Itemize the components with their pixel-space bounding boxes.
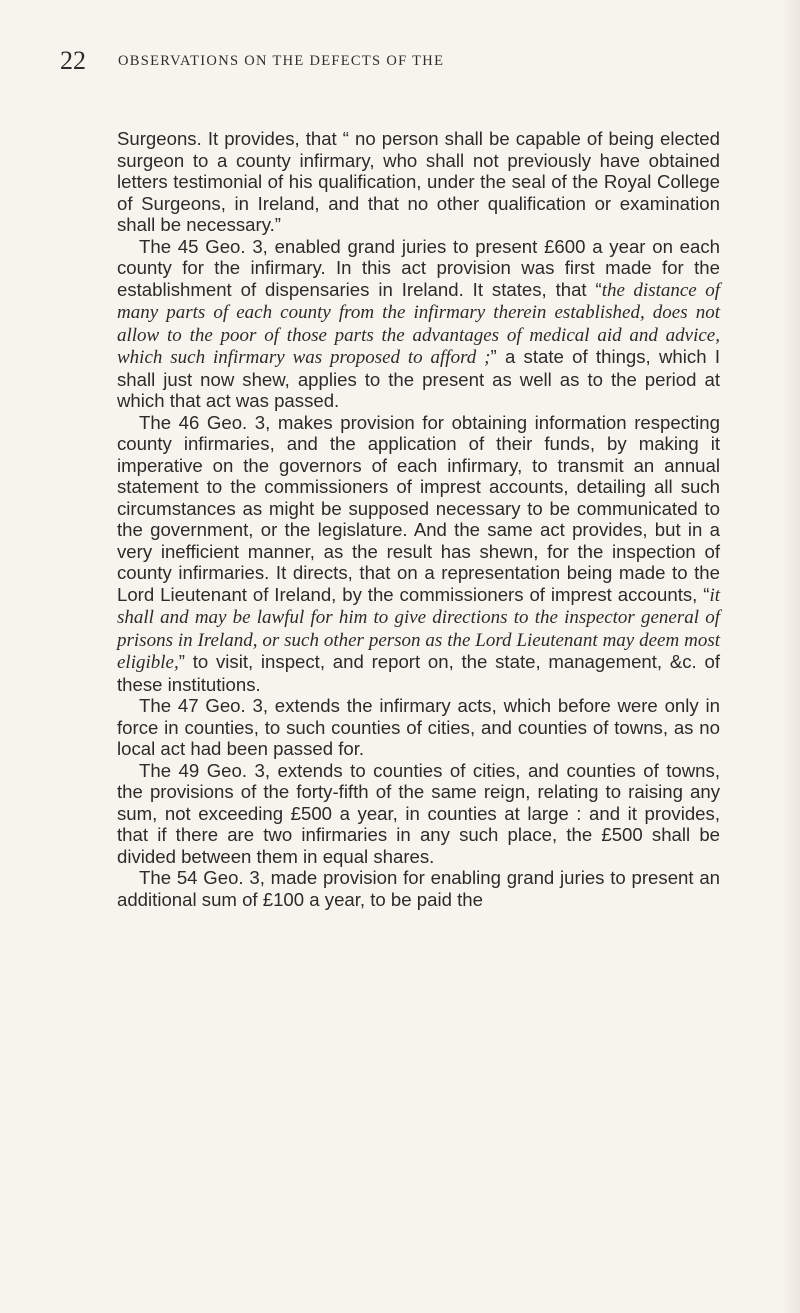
text-segment: The 47 Geo. 3, extends the infirmary acts, which before were only in force in counties, to such counties of cities, and counties of towns, as no local act had been passed for. bbox=[117, 695, 720, 759]
running-head: OBSERVATIONS ON THE DEFECTS OF THE bbox=[118, 53, 445, 69]
paragraph bbox=[117, 867, 720, 910]
page-header bbox=[60, 46, 710, 76]
italic-quotation: it shall and may be lawful for him to give directions to the inspector general of prisons in Ireland, or such other person as the Lord Lieutenant may deem most eligible, bbox=[117, 584, 720, 673]
text-segment: ” to visit, inspect, and report on, the state, management, &c. of these institutions. bbox=[117, 651, 720, 695]
text-segment: The 45 Geo. 3, enabled grand juries to present £600 a year on each county for the infirmary. In this act provision was first made for the establishment of dispensaries in Ireland. It states, that “ bbox=[117, 235, 720, 300]
text-segment: The 46 Geo. 3, makes provision for obtaining information respecting county infirmaries, and the application of their funds, by making it imperative on the governors of each infirmary, to transmit an annual statement to the commissioners of imprest accounts, detailing all such circumstances as might be supposed necessary to be communicated to the government, or the legislature. And the same act provides, but in a very inefficient manner, as the result has shewn, for the inspection of county infirmaries. It directs, that on a representation being made to the Lord Lieutenant of Ireland, by the commissioners of imprest accounts, “ bbox=[117, 411, 720, 605]
paragraph bbox=[117, 760, 720, 868]
paragraph bbox=[117, 695, 720, 760]
page-number: 22 bbox=[60, 46, 86, 75]
paragraph bbox=[117, 128, 720, 236]
page-edge-shadow bbox=[782, 0, 800, 1313]
text-segment: The 49 Geo. 3, extends to counties of cities, and counties of towns, the provisions of the forty-fifth of the same reign, relating to raising any sum, not exceeding £500 a year, in counties at large : and it provides, that if there are two infirmaries in any such place, the £500 shall be divided between them in equal shares. bbox=[117, 759, 720, 867]
paragraph bbox=[117, 412, 720, 696]
text-segment: Surgeons. It provides, that “ no person shall be capable of being elected surgeon to a county infirmary, who shall not previously have obtained letters testimonial of his qualification, under the seal of the Royal College of Surgeons, in Ireland, and that no other qualification or examination shall be necessary.” bbox=[117, 128, 720, 235]
text-segment: ” a state of things, which I shall just now shew, applies to the present as well as to the period at which that act was passed. bbox=[117, 346, 720, 411]
italic-quotation: the distance of many parts of each county from the infirmary therein established, does not allow to the poor of those parts the advantages of medical aid and advice, which such infirmary was proposed to afford ; bbox=[117, 279, 720, 368]
text-segment: The 54 Geo. 3, made provision for enabling grand juries to present an additional sum of £100 a year, to be paid the bbox=[117, 867, 720, 910]
paragraph bbox=[117, 236, 720, 412]
body-text bbox=[117, 128, 720, 910]
